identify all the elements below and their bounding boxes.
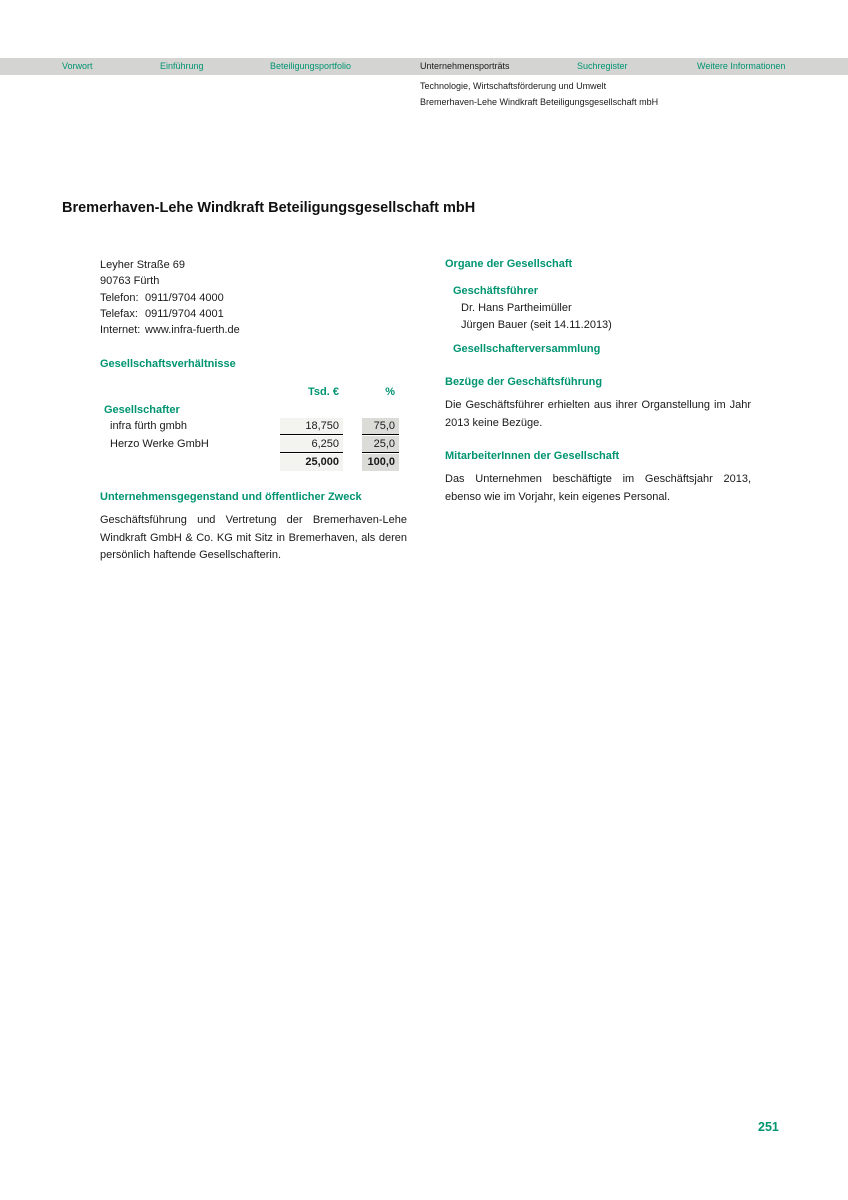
- right-column: [445, 257, 751, 506]
- website-value: www.infra-fuerth.de: [145, 324, 240, 337]
- remuneration-body: Die Geschäftsführer erhielten aus ihrer Organstellung im Jahr 2013 keine Bezüge.: [445, 399, 751, 429]
- breadcrumb: [420, 79, 658, 110]
- table-row: [100, 436, 407, 454]
- phone-value: 0911/9704 4000: [145, 291, 224, 304]
- nav-item-suchregister[interactable]: Suchregister: [577, 61, 628, 71]
- col-header-percent: %: [385, 386, 395, 399]
- organs-heading: Organe der Gesellschaft: [445, 258, 573, 270]
- nav-item-vorwort[interactable]: Vorwort: [62, 61, 93, 71]
- website-row: [100, 322, 407, 338]
- purpose-body: Geschäftsführung und Vertretung der Bremerhaven-Lehe Windkraft GmbH & Co. KG mit Sitz in Bremerhaven, als deren persönlich haftende Gesellschafterin.: [100, 514, 407, 562]
- total-percent: 100,0: [362, 454, 399, 471]
- website-label: Internet:: [100, 324, 141, 337]
- fax-row: [100, 306, 407, 322]
- management-heading: Geschäftsführer: [453, 285, 538, 297]
- nav-item-einfuehrung[interactable]: Einführung: [160, 61, 204, 71]
- table-row: [100, 418, 407, 436]
- shareholder-percent: 75,0: [362, 418, 399, 435]
- shareholder-amount: 6,250: [280, 436, 343, 453]
- employees-body: Das Unternehmen beschäftigte im Geschäftsjahr 2013, ebenso wie im Vorjahr, kein eigenes Personal.: [445, 473, 751, 503]
- nav-item-unternehmensportraets[interactable]: Unternehmensporträts: [420, 61, 510, 71]
- top-nav-bar: [0, 58, 848, 75]
- nav-item-beteiligungsportfolio[interactable]: Beteiligungsportfolio: [270, 61, 352, 71]
- fax-label: Telefax:: [100, 307, 138, 320]
- shareholder-percent: 25,0: [362, 436, 399, 453]
- breadcrumb-company: Bremerhaven-Lehe Windkraft Beteiligungsgesellschaft mbH: [420, 96, 659, 107]
- address-city: 90763 Fürth: [100, 275, 160, 288]
- fax-value: 0911/9704 4001: [145, 307, 224, 320]
- page-number: 251: [758, 1120, 779, 1134]
- total-amount: 25,000: [280, 454, 343, 471]
- employees-heading: MitarbeiterInnen der Gesellschaft: [445, 450, 620, 462]
- purpose-heading: Unternehmensgegenstand und öffentlicher Zweck: [100, 491, 362, 504]
- left-column: [100, 257, 407, 565]
- table-header-row: [100, 384, 407, 400]
- remuneration-heading: Bezüge der Geschäftsführung: [445, 376, 603, 388]
- row-group-header: Gesellschafter: [104, 404, 180, 417]
- manager-list: [461, 300, 751, 333]
- manager-name: Dr. Hans Partheimüller: [461, 302, 572, 314]
- phone-label: Telefon:: [100, 291, 139, 304]
- shareholder-amount: 18,750: [280, 418, 343, 435]
- col-header-tsd-eur: Tsd. €: [308, 386, 339, 399]
- shareholder-name: Herzo Werke GmbH: [110, 438, 209, 451]
- manager-name: Jürgen Bauer (seit 14.11.2013): [461, 318, 612, 331]
- phone-row: [100, 290, 407, 306]
- table-total-row: [100, 454, 407, 472]
- ownership-heading: Gesellschaftsverhältnisse: [100, 358, 236, 371]
- nav-item-weitere-informationen[interactable]: Weitere Informationen: [697, 61, 786, 71]
- address-street: Leyher Straße 69: [100, 259, 185, 271]
- page-title: Bremerhaven-Lehe Windkraft Beteiligungsgesellschaft mbH: [62, 200, 476, 216]
- ownership-table: [100, 384, 407, 472]
- breadcrumb-category: Technologie, Wirtschaftsförderung und Umwelt: [420, 81, 607, 91]
- shareholder-name: infra fürth gmbh: [110, 420, 188, 433]
- assembly-heading: Gesellschafterversammlung: [453, 343, 601, 355]
- address-block: [100, 257, 407, 338]
